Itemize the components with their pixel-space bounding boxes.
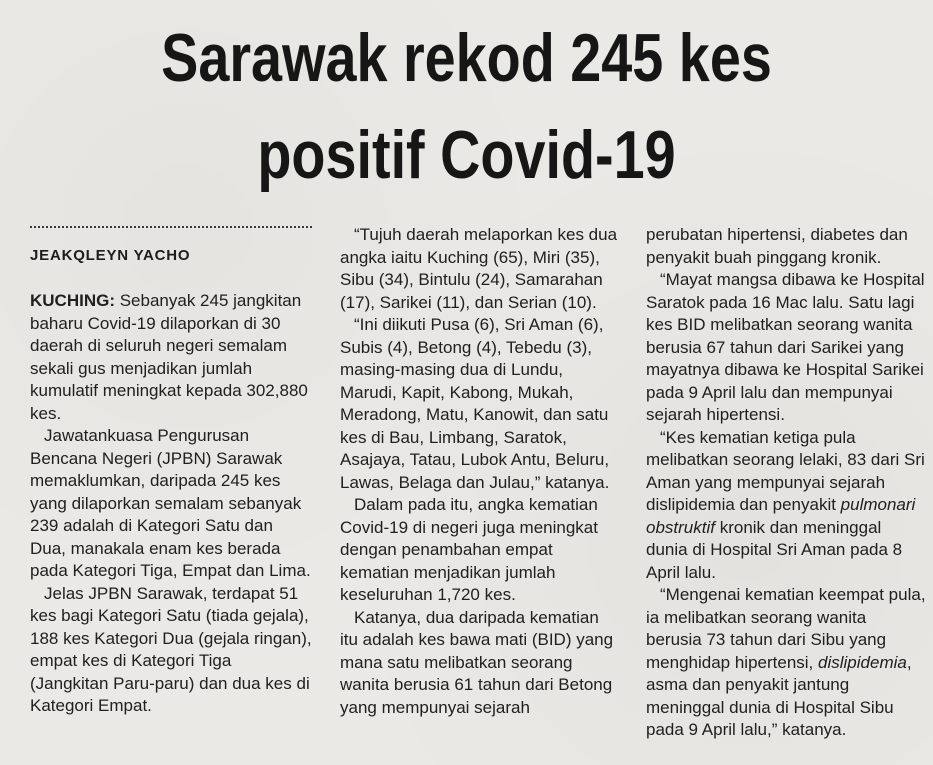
paragraph-text: “Mengenai kematian keempat pula, ia melibatkan seorang wanita berusia 73 tahun dari Sibu yang menghidap hipertensi, [646, 585, 926, 672]
dateline: KUCHING: [30, 291, 115, 310]
article-column-3 [646, 224, 926, 742]
paragraph [646, 584, 926, 742]
headline-line-2: positif Covid-19 [257, 117, 676, 193]
paragraph-text: , asma dan penyakit jantung meninggal dunia di Hospital Sibu pada 9 April lalu,” katanya. [646, 652, 912, 739]
paragraph: “Mayat mangsa dibawa ke Hospital Saratok pada 16 Mac lalu. Satu lagi kes BID melibatkan seorang wanita berusia 67 tahun dari Sarikei yang mayatnya dibawa ke Hospital Sarikei pada 9 April lalu dan mempunyai sejarah hipertensi. [646, 270, 925, 424]
paragraph: Dalam pada itu, angka kematian Covid-19 di negeri juga meningkat dengan penambahan empat kematian menjadikan jumlah keseluruhan 1,720 kes. [340, 495, 598, 604]
byline: JEAKQLEYN YACHO [30, 247, 191, 264]
paragraph-text: “Kes kematian ketiga pula melibatkan seorang lelaki, 83 dari Sri Aman yang mempunyai sejarah dislipidemia dan penyakit [646, 427, 925, 514]
paragraph: Katanya, dua daripada kematian itu adalah kes bawa mati (BID) yang mana satu melibatkan seorang wanita berusia 61 tahun dari Betong yang mempunyai sejarah [340, 607, 614, 717]
headline [0, 18, 933, 208]
italic-term: dislipidemia [818, 652, 907, 672]
paragraph: “Ini diikuti Pusa (6), Sri Aman (6), Subis (4), Betong (4), Tebedu (3), masing-masing dua di Lundu, Marudi, Kapit, Kabong, Mukah, Meradong, Matu, Kanowit, dan satu kes di Bau, Limbang, Saratok, Asajaya, Tatau, Lubok Antu, Beluru, Lawas, Belaga dan Julau,” katanya. [340, 315, 610, 492]
article-column-2 [340, 224, 620, 719]
paragraph: Jawatankuasa Pengurusan Bencana Negeri (JPBN) Sarawak memaklumkan, daripada 245 kes yang dilaporkan semalam sebanyak 239 adalah di Kategori Satu dan Dua, manakala enam kes berada pada Kategori Tiga, Empat dan Lima. [30, 426, 311, 580]
italic-term: pulmonari obstruktif [646, 495, 916, 537]
paragraph: “Tujuh daerah melaporkan kes dua angka iaitu Kuching (65), Miri (35), Sibu (34), Bintulu (24), Samarahan (17), Sarikei (11), dan Serian (10). [340, 225, 618, 312]
paragraph [646, 427, 926, 585]
paragraph: perubatan hipertensi, diabetes dan penyakit buah pinggang kronik. [646, 225, 908, 267]
headline-line-1: Sarawak rekod 245 kes [161, 20, 772, 96]
paragraph: Jelas JPBN Sarawak, terdapat 51 kes bagi Kategori Satu (tiada gejala), 188 kes Kategori Dua (gejala ringan), empat kes di Kategori Tiga (Jangkitan Paru-paru) dan dua kes di Kategori Empat. [30, 583, 312, 715]
article-column-1 [30, 290, 312, 718]
dotted-divider [30, 226, 312, 228]
paragraph [30, 290, 312, 425]
paragraph-text: Sebanyak 245 jangkitan baharu Covid-19 dilaporkan di 30 daerah di seluruh negeri semalam sekali gus menjadikan jumlah kumulatif meningkat kepada 302,880 kes. [30, 291, 308, 423]
paragraph-text: kronik dan meninggal dunia di Hospital Sri Aman pada 8 April lalu. [646, 517, 903, 582]
